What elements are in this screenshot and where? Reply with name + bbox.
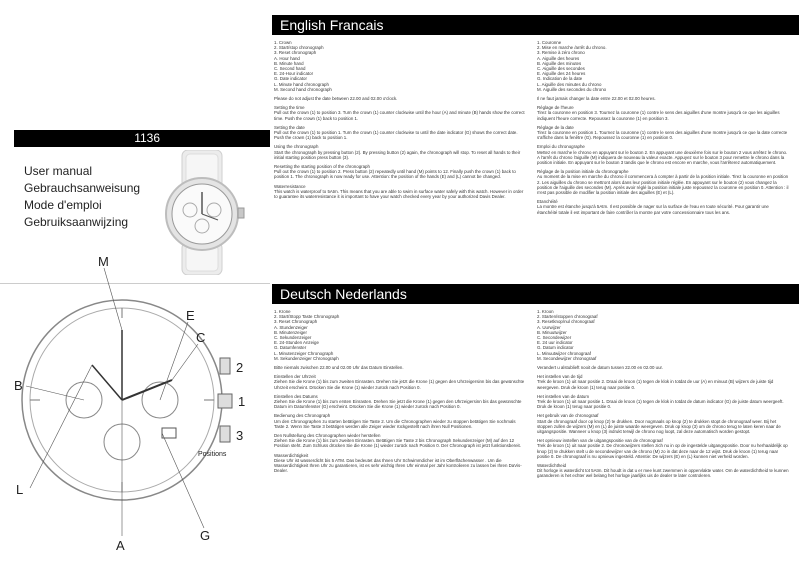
english-setting-time: Setting the time Pull out the crown (1) to position 3. Turn the crown (1) counter clockwise until the hour (A) and minute (B) hands show the correct time. Push the crown (1) back to position 1.	[274, 105, 525, 121]
watch-diagram	[12, 250, 262, 558]
french-setting-time: Réglage de l'heure Tirez la couronne en position 3. Tournez la couronne (1) contre le sens des aiguilles d'une montre jusqu'à ce que les aiguilles indiquent l'heure correcte. Repoussez la couronne (1) en position 3.	[537, 105, 780, 121]
section-header-english-francais	[272, 15, 799, 35]
label-2: 2	[236, 360, 244, 375]
english-using-chronograph: Using the chronograph Start the chronograph by pressing button (2). By pressing button (2) again, the chronograph will stop. To reset all hands to their initial starting position press button (3).	[274, 144, 521, 160]
english-resetting: Resetting the starting position of the chronograph Pull out the crown (1) to position 2. Press button (2) repeatedly until hand (M) points to 12. Finally push the crown (1) back to position 1. The chronograph is now ready for use. Attention: the position of the hands (E) and (L) cannot be changed.	[274, 164, 516, 180]
dutch-waterresistance: Waterdichtheid Dit horloge is waterdicht tot 5Atm. Dit houdt in dat u er mee kunt zwemmen in oppervlakte water. Om de waterdichtheid te kunnen garanderen is het echter wel belang het horloge jaarlijks uis de dealer te later controleren.	[537, 463, 789, 479]
french-waterresistance: Etanchéité La montre est étanche jusqu'à 5Atm. Il est possible de nager sur la surface de l'eau en toute sécurité. Pour garantir une étanchéité totale il est important de faire contrôler la montre par votre concessionnaire tous les ans.	[537, 199, 769, 215]
german-setting-date: Einstellen des Datums Ziehen Sie die Krone (1) bis zum ersten Einrasten. Drehen Sie jetzt die Krone (1) gegen den Uhrzeigersinn bis das gewünschte Datum im Datumfenster (G) erscheint. Drücken Sie die Krone (1) wieder zurück nach Position 0.	[274, 393, 522, 410]
french-resetting: Réglage de la position initiale du chronographe Au moment de la mise en marche du chrono il commencera à compter à partir de la position initiale. Tirez la couronne en position 2. Les aiguilles du chrono se mettront alors dans leur position initiale réglée. En appuyant sur le bouton (2) vous changez la position de l'aiguille des secondes (M). Après avoir réglé la position initiale juste repoussez la couronne en position 0. Attention : il n'est pas possible de modifier la position initiale des aiguilles (E) et (L).	[537, 169, 789, 196]
dutch-column	[537, 309, 789, 483]
model-banner	[14, 130, 270, 147]
dutch-legend: 1. Kroon 2. Starten/stoppen chronograaf 3. Resetknop/nul chronograaf A. Uurwijzer B. Minuutwijzer C. Secondewijzer E. 24 uur indicator G. Datum indicator L. Minuutwijzer chronograaf M. Secondewijzer chronograaf	[537, 309, 598, 361]
french-note: Il ne faut jamais changer la date entre 22.00 et 02.00 heures.	[537, 96, 656, 102]
french-column	[537, 40, 789, 219]
label-m: M	[98, 254, 109, 269]
label-positions: Positions	[198, 451, 227, 458]
label-3: 3	[236, 428, 244, 443]
label-c: C	[196, 330, 206, 345]
label-a: A	[116, 538, 125, 553]
german-legend: 1. Krone 2. Start/Stopp Taste Chronograph 3. Reset Chronograph A. Stundenzeiger B. Minutenzeiger C. Sekundenzeiger E. 24-Stunden Anzeige G. Datumfenster L. Minutenzeiger Chronograph M. Sekundenzeiger Chronograph	[274, 309, 340, 361]
german-waterresistance: Wasserdichtigkeit Diese Uhr ist wasserdicht bis 5 ATM. Das bedeutet das Ihnen Uhr Schwimmdicher ist im Oberflächenwasser . Um die Wasserdichtigkeit Ihren Uhr zu garantieren, ist es sehr wichtig Ihren Uhr einmal per Jahr kontrolieren zu lassen bei Ihren DaVis-Dealer.	[274, 452, 522, 474]
language-item-german: Gebrauchsanweisung	[24, 181, 141, 195]
dutch-note: Verandert u alstublieft nooit de datum tussen 22.00 en 02.00 uur.	[537, 365, 663, 371]
english-waterresistance: Waterresistance This watch is waterproof to 5Atm. This means that you are able to swim in surface water safely with this watch. However in order to guarantee its waterresistance it is important to have your watch checked every year by your authorized Davis Dealer.	[274, 183, 524, 200]
model-number: 1136	[134, 131, 160, 145]
german-using-chronograph: Bedienung des Chronograph Um den Chronographen zu starten betätigen Sie Taste 2. Um die Chronographen wieder zu stoppen betätigen Sie nochmals Taste 2. Wenn Sie Taste 3 betätigen werden alle Zeiger wieder rückgestellt nach ihren Null Positionen.	[274, 413, 516, 429]
label-1: 1	[238, 394, 246, 409]
english-column	[274, 40, 526, 203]
label-e: E	[186, 308, 195, 323]
german-column	[274, 309, 526, 477]
english-note: Please do not adjust the date between 22.00 and 02.00 o'clock.	[274, 96, 398, 102]
french-using-chronograph: Emploi du chronographe Mettez en marche le chrono en appuyant sur le bouton 2. En appuyant une deuxième fois sur le bouton 2 vous arrêtez le chrono. A l'arrêt du chrono l'aiguille (M) indiquera de nouveau la valeur exacte. Appuyez sur le bouton 3 pour remettre le chrono dans la position initiale. En appuyant sur le bouton 3 tandis que le chrono est encore en marche, vous l'arrêterez automatiquement.	[537, 144, 788, 166]
language-item-dutch: Gebruiksaanwijzing	[24, 215, 129, 229]
label-l: L	[16, 482, 24, 497]
dutch-setting-date: Het instellen van de datum Trek de kroon (1) uit naar positie 1. Draai de kroon (1) tegen de klok in totdat de datum indicator (G) de juiste datum weergeeft. Druk de kroon (1) terug naar positie 0.	[537, 393, 784, 410]
french-legend: 1. Couronne 2. Mise en marche /arrêt du chrono. 3. Remise à zéro chrono A. Aiguille des heures B. Aiguille des minutes C. Aiguille des secondes E. Aiguille des 24 heures G. Indication de la date L. Aiguille des minutes du chrono M. Aiguille des secondes du chrono	[537, 40, 607, 92]
language-item-english: User manual	[24, 164, 93, 178]
dutch-resetting: Het opnieuw instellen van de uitgangspositie van de chronograaf Trek de kroon (1) uit naar positie 2. De chronowijzers stellen zich nu in op de ingestelde uitgangspositie. Door nu herhaaldelijk op knop (2) te drukken stelt u de secondewijzer van de chrono (M) zo in dat deze naar de 12 wijst. Druk de kroon (1) terug naar positie 0. De chronograaf is nu opnieuw ingesteld. Attentie: De wijzers (E) en (L) kunnen niet verheld worden.	[537, 438, 788, 459]
section-title: Deutsch Nederlands	[280, 286, 407, 302]
label-b: B	[14, 378, 23, 393]
english-legend: 1. Crown 2. Start/stop chronograph 3. Reset chronograph A. Hour hand B. Minute hand C. Second hand E. 24-Hour indicator G. Date indicator L. Minute hand chronograph M. Second hand chronograph	[274, 40, 332, 92]
dutch-setting-time: Het instellen van de tijd Trek de kroon (1) uit naar positie 2. Draai de kroon (1) tegen de klok in totdat de uur (A) en minuut (B) wijzers de juiste tijd weergeven. Druk de kroon (1) terug naar positie 0.	[537, 374, 774, 390]
english-setting-date: Setting the date Pull out the crown (1) to position 1. Turn the crown (1) counter clockwise to until the date indicator (G) shows the correct date. Push the crown (1) back to position 1.	[274, 124, 518, 141]
section-header-deutsch-nederlands	[272, 284, 799, 304]
german-resetting: Den Nullstellung des Chronographen wieder herstellen Ziehen Sie die Krone (1) bis zum zweiten Einrasten. Betätigen Sie Taste 2 bis Chronograph Sekundenzeiger (M) auf den 12 Position steht. Zum Schluss drücken Sie die Krone (1) wieder zurück nach Position 0. Der Chronograph ist jetzt funktionsbereit.	[274, 433, 521, 449]
language-item-french: Mode d'emploi	[24, 198, 102, 212]
french-setting-date: Réglage de la date Tirez la couronne en position 1. Tournez la couronne (1) contre le sens des aiguilles d'une montre jusqu'à ce que la date correcte s'affiche dans la fenêtre (G). Repoussez la couronne (1) en position 0.	[537, 124, 788, 141]
section-title: English Francais	[280, 17, 384, 33]
language-list	[24, 163, 140, 231]
german-setting-time: Einstellen der Uhrzeit Ziehen Sie die Krone (1) bis zum zweiten Einrasten. Drehen Sie jetzt die Krone (1) gegen den Uhrzeigersinn bis das gewünschte Uhrzeit erscheint. Drücken Sie die Krone (1) wieder zurück nach Position 0.	[274, 374, 525, 390]
dutch-using-chronograph: Het gebruik van de chronograaf Start de chronograaf door op knop (2) te drukken. Door nogmaals op knop (2) te drukken stopt de chronograaf weer. Bij het stoppen zullen de wijzers (M) en (L) de juiste waarde weergeven. Druk op knop (3) om de chrono terug te laten keren naar de uitgangspositie. Wanneer u knop (3) indrukt terwijl de chrono nog loopt, zal deze automatisch worden gestopt.	[537, 413, 781, 435]
german-note: Bitte niemals zwischen 22.00 und 02.00 Uhr das Datum Einstellen.	[274, 365, 404, 371]
label-g: G	[200, 528, 211, 543]
